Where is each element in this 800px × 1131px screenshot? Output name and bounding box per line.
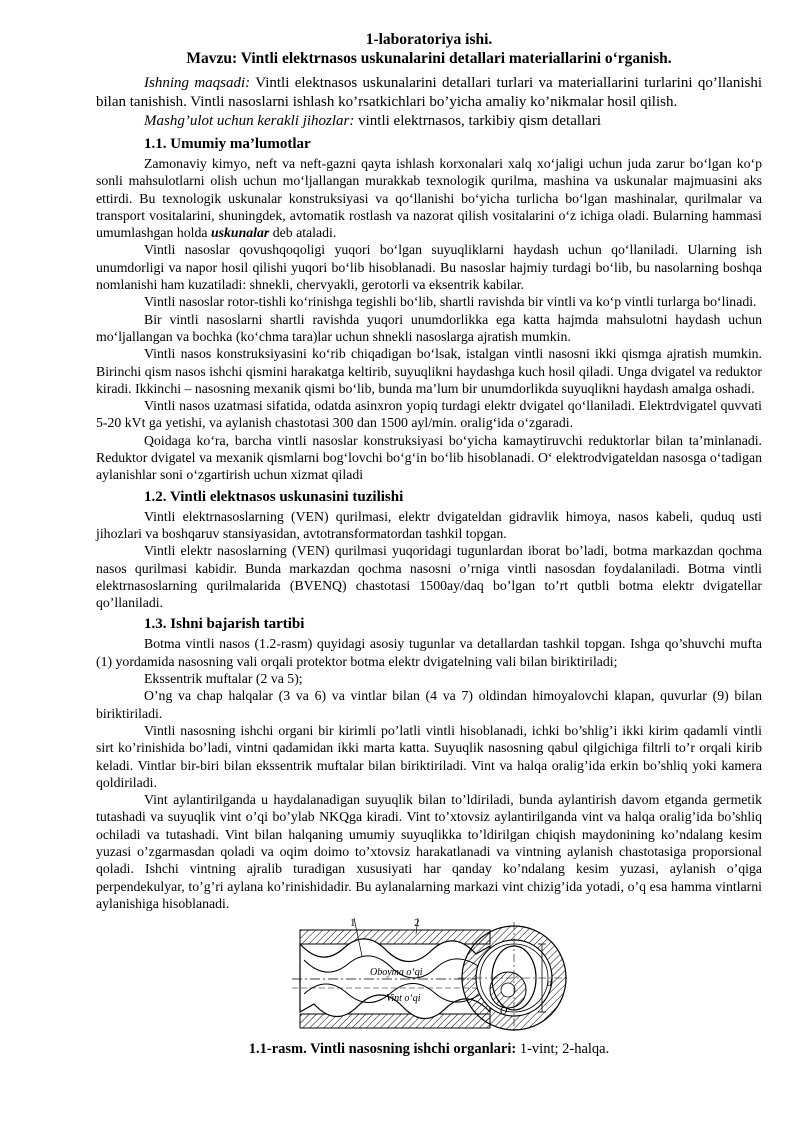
section-heading-structure: 1.2. Vintli elektnasos uskunasini tuzilishi — [144, 488, 404, 505]
caption-text: 1-vint; 2-halqa. — [516, 1041, 610, 1058]
callout-1: 1 — [350, 917, 356, 930]
equipment-label: Mashg’ulot uchun kerakli jihozlar: — [144, 113, 355, 129]
paragraph: Vintli elektrnasoslarning (VEN) qurilmasi, elektr dvigateldan gidravlik himoya, nasos kabeli, quduq usti jihozlari va boshqaruv stansiyasidan, avtotransformatordan tashkil topgan. — [96, 508, 762, 541]
aim-label: Ishning maqsadi: — [144, 75, 251, 91]
diameter-label: d — [547, 978, 552, 990]
paragraph: Vint aylantirilganda u haydalanadigan suyuqlik bilan to’ldiriladi, bunda aylantirish davom etganda germetik tutashadi va suyuqlik vint o’qi bo’ylab NKQga kiradi. Vint to’xtovsiz aylantirilganda vint va halqa oralig’ida bo’shliq ochiladi va tutashadi. Vint bilan halqaning umumiy suyuqlikka to’ldirilgan chiqish maydonining ko’ndalang kesim yuzasi o’zgarmasdan qoladi va oqim doimo to’xtovsiz harakatlanadi va vintning aylanish chastotasiga proporsional qoladi. Ishchi vintning ajralib turadigan xususiyati har qanday ko’ndalang kesim yuzasi, aylanish o’qiga perpendekulyar, to’g’ri aylana ko’rinishidadir. Bu aylanalarning markazi vint chizig’ida yotadi, o’q esa hamma vintlarni aylanishiga hisoblanadi. — [96, 792, 762, 911]
callout-2: 2 — [414, 917, 420, 930]
aim-text: Vintli elektnasos uskunalarini detallari turlari va materiallarini turlarini qo’llanishi bilan tanishish. Vintli nasoslarni ishlash ko’rsatkichlari bo’yicha amaliy ko’nikmalar hosil qilish. — [96, 75, 762, 110]
paragraph: Botma vintli nasos (1.2-rasm) quyidagi asosiy tugunlar va detallardan tashkil topgan. Ishga qo’shuvchi mufta (1) yordamida nasosning vali orqali protektor botma elektr dvigatelning vali bilan biriktiriladi; — [96, 636, 762, 669]
aim-paragraph — [96, 74, 762, 112]
paragraph: Qoidaga ko‘ra, barcha vintli nasoslar konstruksiyasi bo‘yicha kamaytiruvchi reduktorlar bilan ta’minlanadi. Reduktor dvigatel va mexanik qismlarni bog‘lovchi bo‘g‘in bo‘lib hisoblanadi. O‘ elektrodvigateldan nasosga o‘tadigan aylanishlar soni o‘zgartirish uchun xizmat qiladi — [96, 432, 762, 483]
paragraph — [96, 155, 762, 241]
holder-axis-label: Oboyma o‘qi — [370, 967, 423, 979]
equipment-paragraph — [96, 112, 762, 131]
topic-title: Mavzu: Vintli elektrnasos uskunalarini detallari materiallarini o‘rganish. — [186, 50, 672, 67]
screw-pump-figure — [96, 916, 762, 1036]
paragraph: O’ng va chap halqalar (3 va 6) va vintlar bilan (4 va 7) oldindan himoyalovchi klapan, quvurlar (9) bilan biriktiriladi. — [96, 688, 762, 721]
paragraph: Vintli nasos uzatmasi sifatida, odatda asinxron yopiq turdagi elektr dvigatel qo‘llaniladi. Elektrdvigatel quvvati 5-20 kVt ga yetishi, va aylanish chastotasi 300 dan 1500 ayl/min. oralig‘ida o‘zgaradi. — [96, 398, 762, 431]
paragraph: Vintli nasos konstruksiyasini ko‘rib chiqadigan bo‘lsak, istalgan vintli nasosni ikki qismga ajratish mumkin. Birinchi qism nasos ishchi qismini harakatga keltirib, suyuqlikni haydashga kuch hosil qiladi. Unga dvigatel va reduktor kiradi. Ikkinchi – nasosning mexanik qismi bo‘lib, bunda ma’lum bir unumdorlikda suyuqlikni haydash amalga oshadi. — [96, 346, 762, 396]
paragraph: Vintli nasoslar rotor-tishli ko‘rinishga tegishli bo‘lib, shartli ravishda bir vintli va ko‘p vintli turlarga bo‘linadi. — [144, 294, 757, 310]
section-heading-procedure: 1.3. Ishni bajarish tartibi — [144, 616, 305, 633]
paragraph: Ekssentrik muftalar (2 va 5); — [144, 671, 303, 687]
paragraph-text: deb ataladi. — [269, 225, 337, 241]
center-label: O — [500, 1006, 508, 1018]
screw-pump-drawing — [96, 916, 762, 1036]
document-page — [96, 30, 762, 1058]
equipment-text: vintli elektrnasos, tarkibiy qism detallari — [354, 113, 602, 129]
section-heading-general: 1.1. Umumiy ma’lumotlar — [144, 136, 311, 152]
paragraph: Vintli nasoslar qovushqoqoligi yuqori bo‘lgan suyuqliklarni haydash uchun qo‘llaniladi. Ularning ish unumdorligi va napor hosil qilishi yuqori bo‘lib hisoblanadi. Bu nasoslar hajmiy turdagi bo‘lib, bu nasolarning boshqa nomlanishi ham kuzatiladi: shnekli, chervyakli, gerotorli va eksentrik kabilar. — [96, 242, 762, 293]
lab-number-title: 1-laboratoriya ishi. — [365, 31, 493, 48]
paragraph-text: Zamonaviy kimyo, neft va neft-gazni qayta ishlash korxonalari xalq xo‘jaligi uchun juda zarur bo‘lgan ko‘p sonli mahsulotlarni olish uchun mo‘ljallangan murakkab texnologik qurilma, mashina va uskunalar majmuasini aks ettirdi. Bu texnologik uskunalar konstruksiyasi va qo‘llanishi bo‘yicha turlicha bo‘lgan mashinalar, qurilmalar va transport vositalarini, shuningdek, avtomatik rostlash va nazorat qilish vositalarini o‘z ichiga oladi. Bularning hammasi umumlashgan holda — [96, 156, 762, 241]
paragraph: Vintli elektr nasoslarning (VEN) qurilmasi yuqoridagi tugunlardan iborat bo’ladi, botma markazdan qochma nasos qurilmasi kabidir. Bunda markazdan qochma nasosni o’rniga vintli nasosdan foydalaniladi. Botma vintli elektrnasoslarning qurilmalarida (BVENQ) chastotasi 1500ay/daq bo’lgan to’rt qutbli botma elektr dvigatellar qo’llaniladi. — [96, 543, 762, 611]
screw-axis-label: Vint o‘qi — [386, 993, 421, 1005]
paragraph: Vintli nasosning ishchi organi bir kirimli po’latli vintli hisoblanadi, ichki bo’shlig’i ikki kirim qadamli vintli sirt ko’rinishida bo’ladi, vintni qadamidan ikki marta katta. Suyuqlik nasosning qabul qilgichiga filtrli to’r orqali kirib keladi. Vintlar bir-biri bilan ekssentrik muftalar bilan biriktiriladi. Vint va halqa oralig’ida erkin bo’shliq yoki kamera qoldiriladi. — [96, 722, 762, 790]
paragraph: Bir vintli nasoslarni shartli ravishda yuqori unumdorlikka ega katta hajmda mahsulotni haydash uchun mo‘ljallangan va bochka (ko‘chma tara)lar uchun shnekli nasoslarga ajratish mumkin. — [96, 311, 762, 344]
caption-title: 1.1-rasm. Vintli nasosning ishchi organlari: — [248, 1041, 517, 1058]
term-emphasis: uskunalar — [210, 225, 270, 241]
figure-caption — [96, 1040, 762, 1058]
